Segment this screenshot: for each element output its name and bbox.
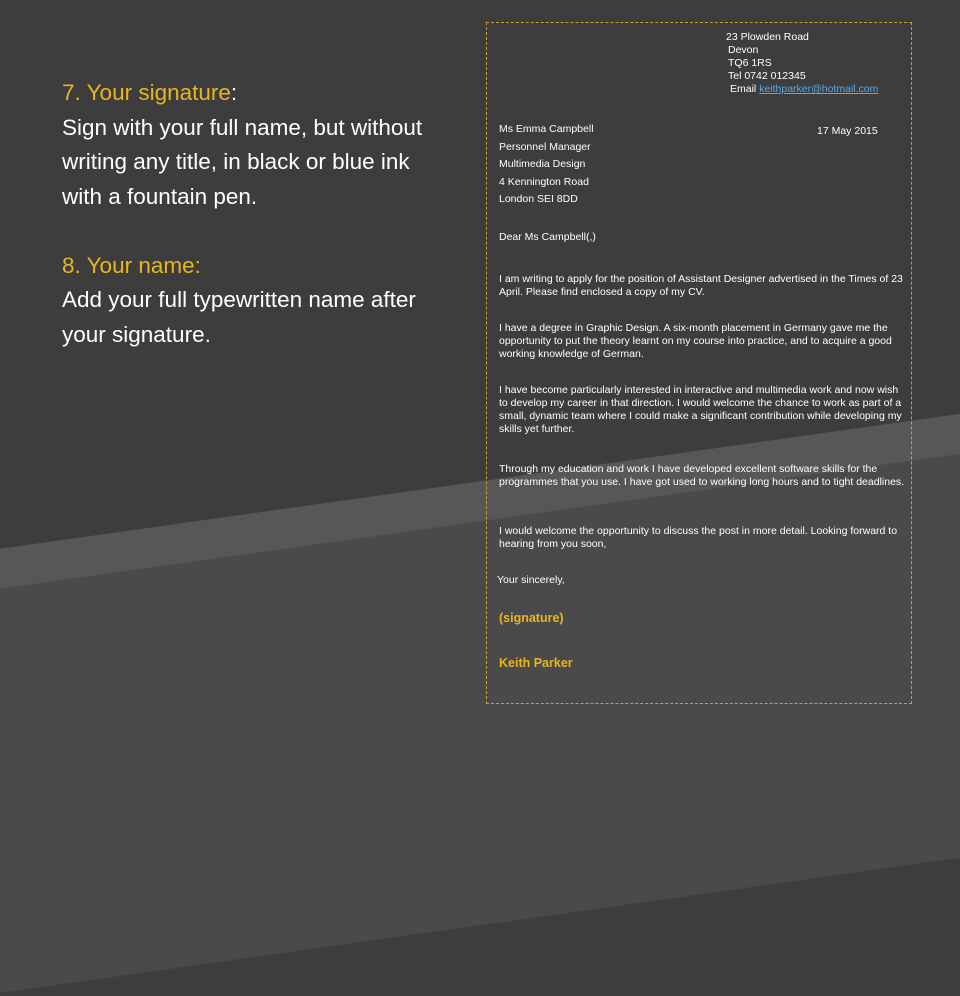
cover-letter: [486, 22, 912, 704]
instruction-signature-line-3: with a fountain pen.: [62, 183, 258, 209]
instruction-signature-line-1: Sign with your full name, but without: [62, 114, 423, 140]
instruction-signature-line-2: writing any title, in black or blue ink: [62, 149, 410, 174]
paragraph-2: I have a degree in Graphic Design. A six-month placement in Germany gave me the opportunity to put the theory learnt on my course into practice, and to acquire a good working knowledge of German.: [499, 322, 892, 360]
heading-signature: 7. Your signature:: [62, 80, 238, 105]
sender-email-line: Email keithparker@hotmail.com: [730, 83, 879, 95]
typed-name: Keith Parker: [499, 656, 573, 670]
salutation: Dear Ms Campbell(,): [499, 231, 596, 243]
email-link[interactable]: keithparker@hotmail.com: [759, 83, 879, 95]
sender-address: 23 Plowden Road Devon TQ6 1RS Tel 0742 012345 Email keithparker@hotmail.com: [726, 31, 879, 95]
paragraph-3: I have become particularly interested in interactive and multimedia work and now wish to develop my career in that direction. I would welcome the chance to work as part of a small, dynamic team where I could make a significant contribution while developing my skills yet further.: [499, 384, 902, 435]
paragraph-4: Through my education and work I have developed excellent software skills for the programmes that you use. I have got used to working long hours and to tight deadlines.: [499, 463, 905, 488]
letter-date: 17 May 2015: [817, 125, 878, 137]
signature-placeholder: (signature): [499, 611, 564, 625]
heading-name: 8. Your name:: [62, 252, 201, 278]
paragraph-5: I would welcome the opportunity to discuss the post in more detail. Looking forward to hearing from you soon,: [499, 525, 898, 550]
instructions-panel: [62, 76, 482, 352]
instruction-name-line-1: Add your full typewritten name after: [62, 287, 416, 312]
instruction-name-line-2: your signature.: [62, 321, 211, 347]
recipient-address: Ms Emma Campbell Personnel Manager Multimedia Design 4 Kennington Road London SEI 8DD: [499, 123, 594, 205]
closing: Your sincerely,: [497, 574, 565, 586]
paragraph-1: I am writing to apply for the position of Assistant Designer advertised in the Times of 23 April. Please find enclosed a copy of my CV.: [499, 273, 903, 298]
